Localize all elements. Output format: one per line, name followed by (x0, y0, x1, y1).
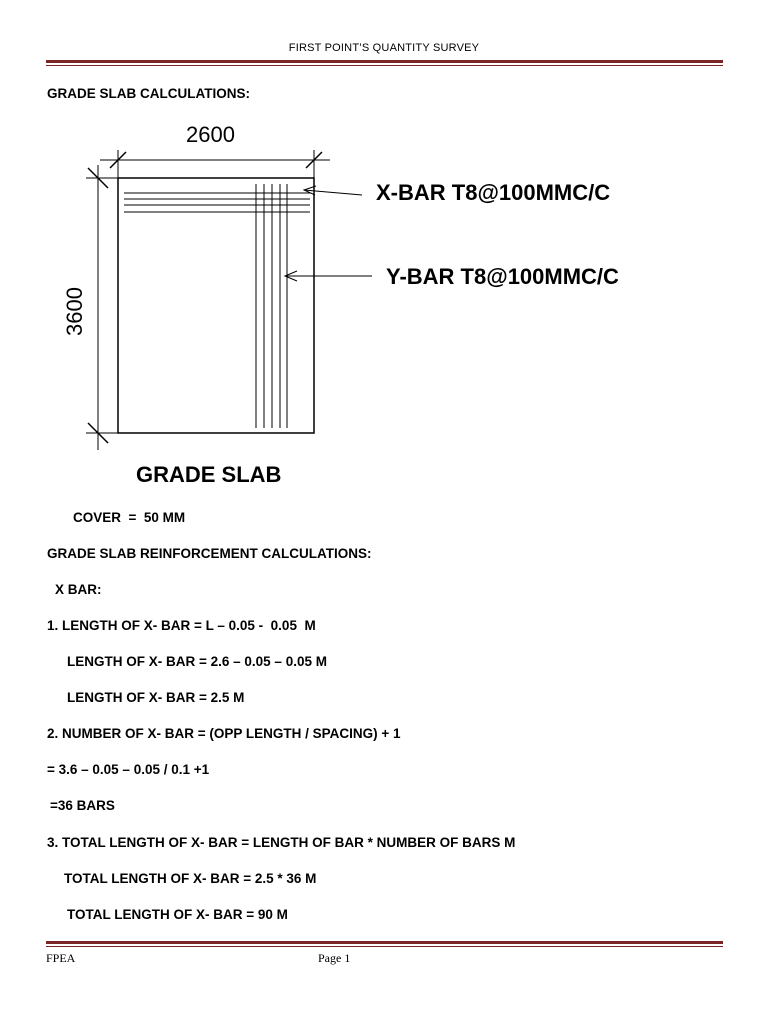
step1-substitution: LENGTH OF X- BAR = 2.6 – 0.05 – 0.05 M (67, 654, 327, 669)
header-title: FIRST POINT’S QUANTITY SURVEY (288, 42, 480, 54)
step2-formula: 2. NUMBER OF X- BAR = (OPP LENGTH / SPACING) + 1 (47, 726, 401, 741)
slab-label: GRADE SLAB (136, 462, 282, 487)
step2-substitution: = 3.6 – 0.05 – 0.05 / 0.1 +1 (47, 762, 210, 777)
step3-result: TOTAL LENGTH OF X- BAR = 90 M (67, 907, 288, 922)
step1-formula: 1. LENGTH OF X- BAR = L – 0.05 - 0.05 M (47, 618, 316, 633)
x-bar-label: X-BAR T8@100MMC/C (376, 180, 611, 205)
y-bar-label: Y-BAR T8@100MMC/C (386, 264, 619, 289)
footer-rule (46, 941, 723, 947)
xbar-heading: X BAR: (55, 582, 102, 597)
step3-substitution: TOTAL LENGTH OF X- BAR = 2.5 * 36 M (64, 871, 317, 886)
step2-result: =36 BARS (50, 798, 115, 813)
step3-formula: 3. TOTAL LENGTH OF X- BAR = LENGTH OF BAR * NUMBER OF BARS M (47, 835, 516, 850)
footer-company: FPEA (46, 951, 76, 965)
width-label: 2600 (186, 122, 235, 147)
height-label: 3600 (62, 287, 87, 336)
footer-page-number: Page 1 (318, 951, 351, 965)
slab-outline (118, 178, 314, 433)
section-title: GRADE SLAB CALCULATIONS: (47, 86, 250, 101)
cover-line: COVER = 50 MM (73, 510, 186, 525)
reinforcement-title: GRADE SLAB REINFORCEMENT CALCULATIONS: (47, 546, 372, 561)
step1-result: LENGTH OF X- BAR = 2.5 M (67, 690, 245, 705)
